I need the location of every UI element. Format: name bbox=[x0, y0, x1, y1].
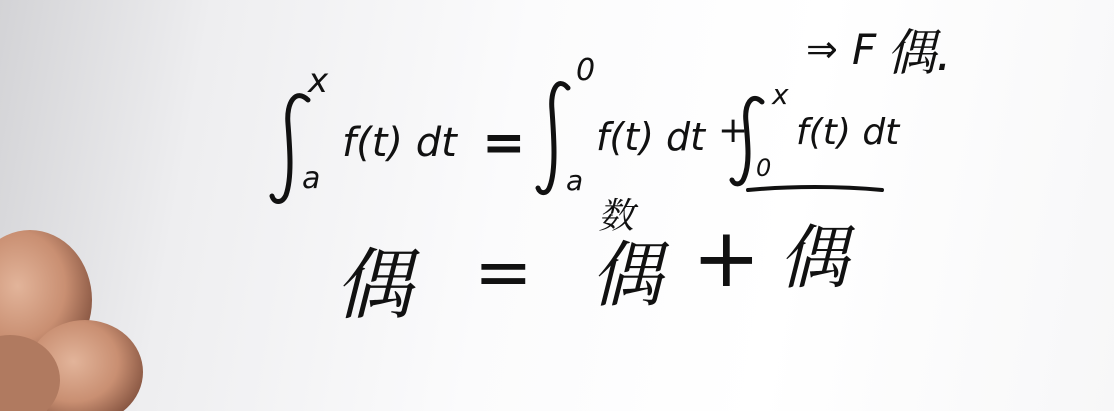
lhs-upper-limit: x bbox=[308, 61, 329, 101]
under-term1-character: 数 bbox=[598, 196, 635, 237]
term1-integrand: f(t) dt bbox=[596, 115, 706, 159]
note-letter: F bbox=[852, 25, 877, 74]
line2-term1: 偶 bbox=[590, 233, 663, 317]
line2-term2: 偶 bbox=[778, 217, 848, 299]
arrow-icon: ⇒ bbox=[806, 27, 838, 71]
term2-lower-limit: 0 bbox=[756, 154, 772, 182]
note-word: 偶. bbox=[886, 24, 952, 82]
lhs-lower-limit: a bbox=[302, 161, 321, 196]
lhs-integrand: f(t) dt bbox=[342, 120, 457, 166]
line2-equals: = bbox=[474, 231, 533, 313]
integral-sign-icon bbox=[538, 84, 568, 193]
line1-plus: + bbox=[718, 110, 749, 151]
term2-underline bbox=[748, 187, 882, 190]
line2-plus: + bbox=[692, 211, 761, 306]
line1-equals: = bbox=[482, 113, 526, 173]
term1-upper-limit: 0 bbox=[576, 53, 596, 88]
line2-lhs: 偶 bbox=[334, 241, 413, 331]
term2-integrand: f(t) dt bbox=[796, 112, 900, 153]
term2-upper-limit: x bbox=[772, 78, 789, 111]
term1-lower-limit: a bbox=[566, 164, 584, 197]
